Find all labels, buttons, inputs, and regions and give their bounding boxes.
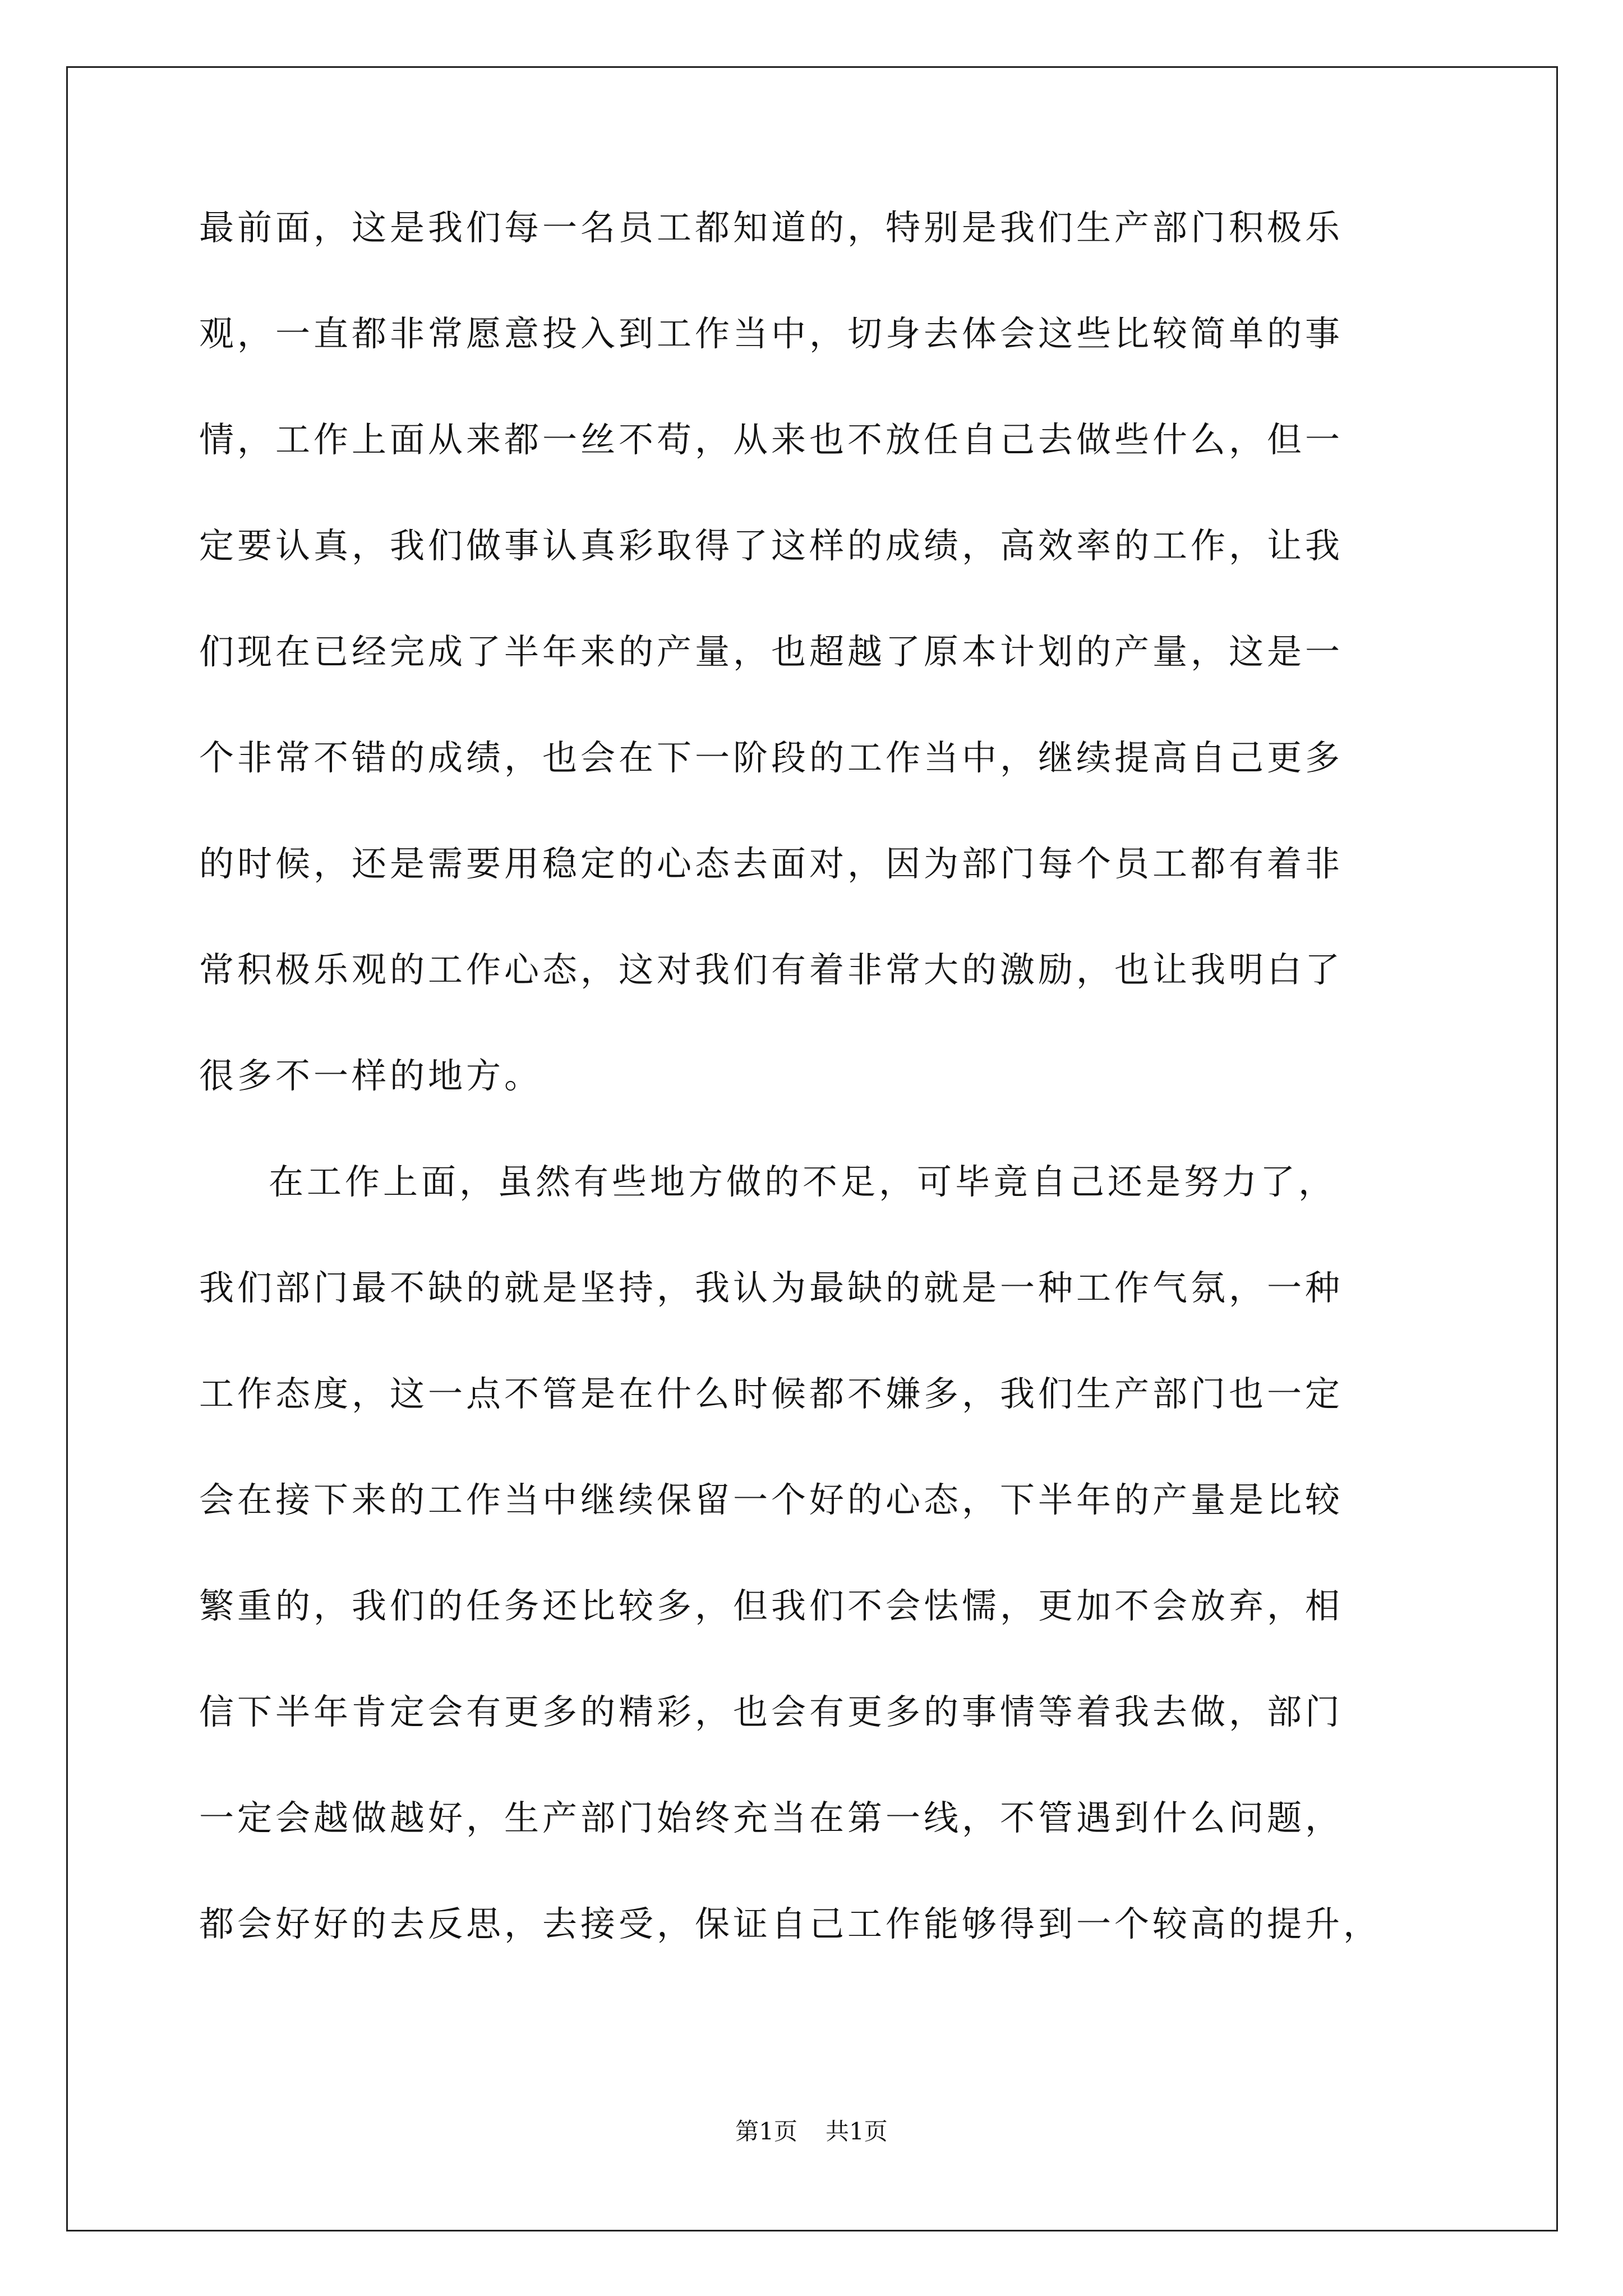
text-line: 都会好好的去反思，去接受，保证自己工作能够得到一个较高的提升， <box>199 1903 1382 1944</box>
text-line: 工作态度，这一点不管是在什么时候都不嫌多，我们生产部门也一定 <box>199 1373 1344 1414</box>
text-line: 我们部门最不缺的就是坚持，我认为最缺的就是一种工作气氛，一种 <box>199 1267 1344 1308</box>
text-line: 繁重的，我们的任务还比较多，但我们不会怯懦，更加不会放弃，相 <box>199 1585 1344 1626</box>
text-line: 最前面，这是我们每一名员工都知道的，特别是我们生产部门积极乐 <box>199 207 1344 248</box>
text-line: 个非常不错的成绩，也会在下一阶段的工作当中，继续提高自己更多 <box>199 737 1344 778</box>
text-line: 的时候，还是需要用稳定的心态去面对，因为部门每个员工都有着非 <box>199 843 1344 884</box>
text-line: 情，工作上面从来都一丝不苟，从来也不放任自己去做些什么，但一 <box>199 419 1344 460</box>
document-body <box>199 207 1453 2013</box>
text-line: 很多不一样的地方。 <box>199 1055 543 1096</box>
text-line: 信下半年肯定会有更多的精彩，也会有更多的事情等着我去做，部门 <box>199 1691 1344 1732</box>
page-total: 共1页 <box>826 2118 888 2145</box>
text-line: 观，一直都非常愿意投入到工作当中，切身去体会这些比较简单的事 <box>199 313 1344 354</box>
page-number: 第1页 <box>735 2118 797 2145</box>
paragraph-start-line: 在工作上面，虽然有些地方做的不足，可毕竟自己还是努力了， <box>269 1161 1337 1202</box>
text-line: 会在接下来的工作当中继续保留一个好的心态，下半年的产量是比较 <box>199 1479 1344 1520</box>
text-line: 一定会越做越好，生产部门始终充当在第一线，不管遇到什么问题， <box>199 1797 1344 1838</box>
text-line: 常积极乐观的工作心态，这对我们有着非常大的激励，也让我明白了 <box>199 949 1344 990</box>
page-footer <box>0 2113 1623 2147</box>
text-line: 定要认真，我们做事认真彩取得了这样的成绩，高效率的工作，让我 <box>199 525 1344 566</box>
text-line: 们现在已经完成了半年来的产量，也超越了原本计划的产量，这是一 <box>199 631 1344 672</box>
